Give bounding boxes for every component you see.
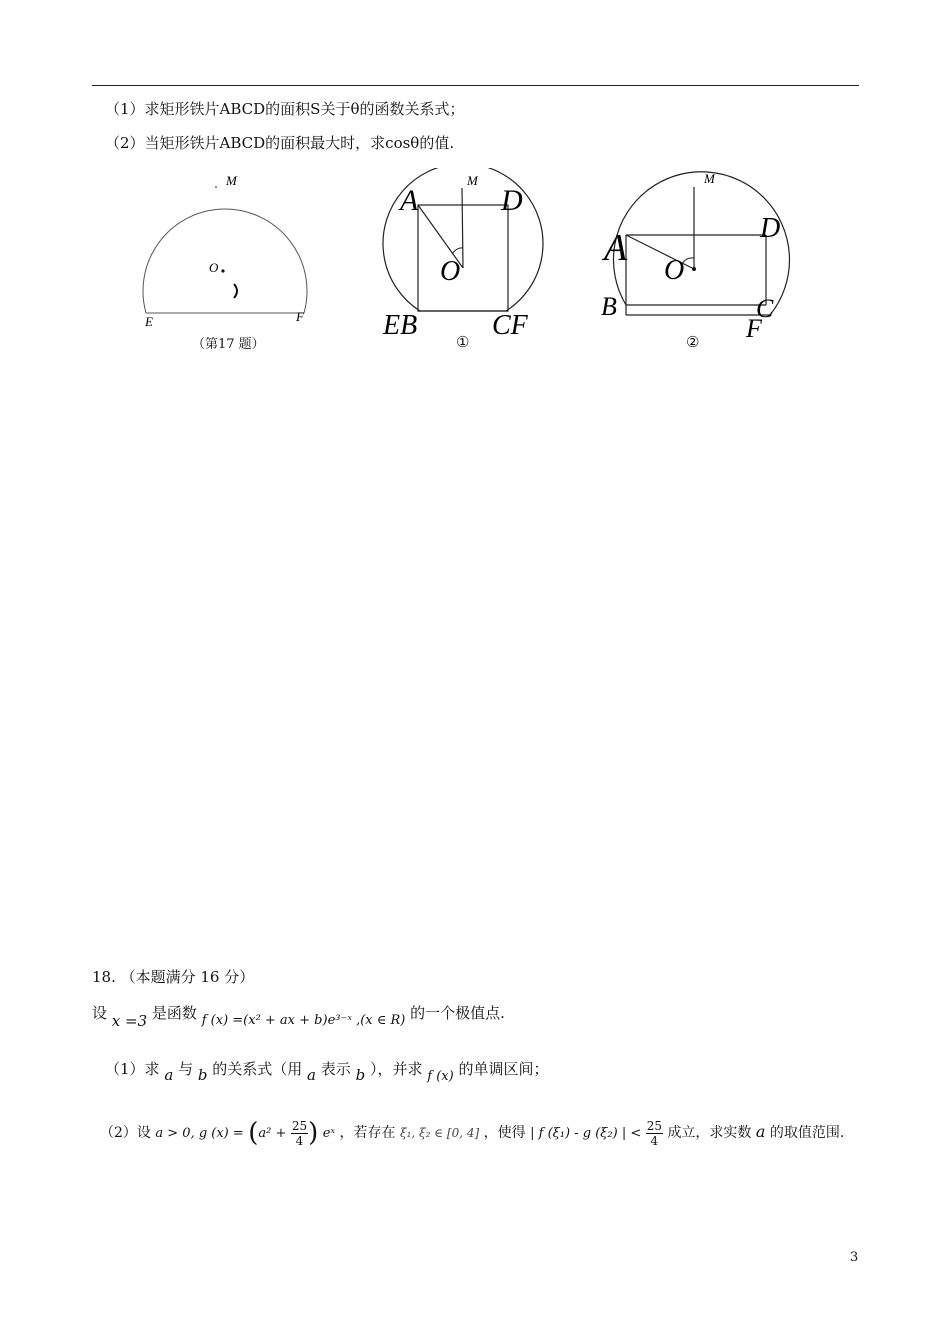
q18-intro-pre: 设 — [92, 1004, 108, 1022]
q18-heading: 18. （本题满分 16 分） — [92, 968, 255, 986]
q18-p1-b: 与 — [178, 1060, 194, 1078]
q18-p2-xi: ξ₁, ξ₂ ∈ [0, 4] — [399, 1126, 480, 1140]
q18-p1-var-a: a — [164, 1066, 174, 1084]
q18-p1-var-b2: b — [355, 1066, 366, 1084]
q18-intro-post: 的一个极值点. — [410, 1004, 505, 1022]
label-F: F — [296, 309, 304, 324]
q18-intro-mid: 是函数 — [151, 1004, 197, 1022]
figure-1-caption: ① — [456, 333, 470, 351]
q18-p2-d: 成立，求实数 — [667, 1125, 752, 1141]
label-A: A — [400, 184, 419, 217]
label-A: A — [604, 227, 628, 269]
q18-part2: （2）设 a > 0, g (x) = (a² + $\frac{25}{4}$ ) eˣ ，若存在 ξ₁, ξ₂ ∈ [0, 4] ，使得 | f (ξ₁) - g (ξ₂) | < $\frac{25}{4}$ 成立，求实数 a 的取值范围. — [100, 1118, 845, 1148]
figure-17 — [120, 168, 330, 328]
q18-p2-frac: $\frac{25}{4}$ — [291, 1118, 308, 1148]
q18-p1-e: ），并求 — [369, 1060, 423, 1078]
header-rule — [92, 85, 859, 86]
label-O: O — [209, 260, 219, 275]
label-C: C — [756, 294, 774, 323]
label-D: D — [760, 213, 781, 244]
label-O: O — [664, 255, 685, 286]
label-D: D — [501, 184, 523, 217]
q18-p1-f: 的单调区间； — [458, 1060, 549, 1078]
label-O: O — [440, 256, 461, 287]
q18-intro — [92, 1002, 505, 1030]
q17-part1: （1）求矩形铁片ABCD的面积S关于θ的函数关系式； — [105, 100, 465, 118]
label-B: B — [601, 292, 617, 321]
q18-part1 — [105, 1058, 549, 1084]
label-M: M — [704, 171, 715, 186]
q17-part2: （2）当矩形铁片ABCD的面积最大时，求cosθ的值. — [105, 134, 455, 152]
page-number: 3 — [850, 1250, 859, 1265]
q18-p2-var-a: a — [755, 1122, 766, 1141]
q18-p1-c: 的关系式（用 — [212, 1060, 303, 1078]
figure-2 — [598, 165, 798, 340]
q18-p1-d: 表示 — [320, 1060, 351, 1078]
label-CF: CF — [492, 310, 528, 338]
q18-p1-fx: f (x) — [427, 1069, 454, 1084]
q18-p2-gx-open: a² + — [258, 1126, 287, 1141]
q18-intro-func: f (x) =(x² + ax + b)e³⁻ˣ ,(x ∈ R) — [201, 1013, 406, 1028]
q18-p2-c: ，使得 — [483, 1125, 526, 1141]
label-EB: EB — [383, 310, 418, 338]
label-E: E — [145, 314, 153, 328]
label-F: F — [746, 314, 762, 340]
figure-2-caption: ② — [686, 333, 700, 351]
label-M: M — [467, 173, 478, 188]
q18-p1-var-b: b — [197, 1066, 208, 1084]
q18-intro-x3: x =3 — [111, 1012, 148, 1030]
q18-p1-var-a2: a — [307, 1066, 316, 1084]
q18-p1-a: （1）求 — [105, 1060, 160, 1078]
q18-p2-e: 的取值范围. — [769, 1125, 845, 1141]
label-M: M — [226, 173, 237, 188]
q18-p2-gx-close: eˣ — [322, 1126, 336, 1141]
q18-p2-abs: | f (ξ₁) - g (ξ₂) | < — [530, 1126, 642, 1141]
figure-17-caption: （第17 题） — [192, 337, 265, 352]
figure-1 — [378, 168, 558, 338]
q18-p2-a: （2）设 — [100, 1125, 151, 1141]
q18-p2-b: ，若存在 — [339, 1125, 396, 1141]
q18-p2-cond: a > 0, g (x) = — [155, 1126, 244, 1141]
q18-p2-frac2: $\frac{25}{4}$ — [646, 1118, 662, 1148]
